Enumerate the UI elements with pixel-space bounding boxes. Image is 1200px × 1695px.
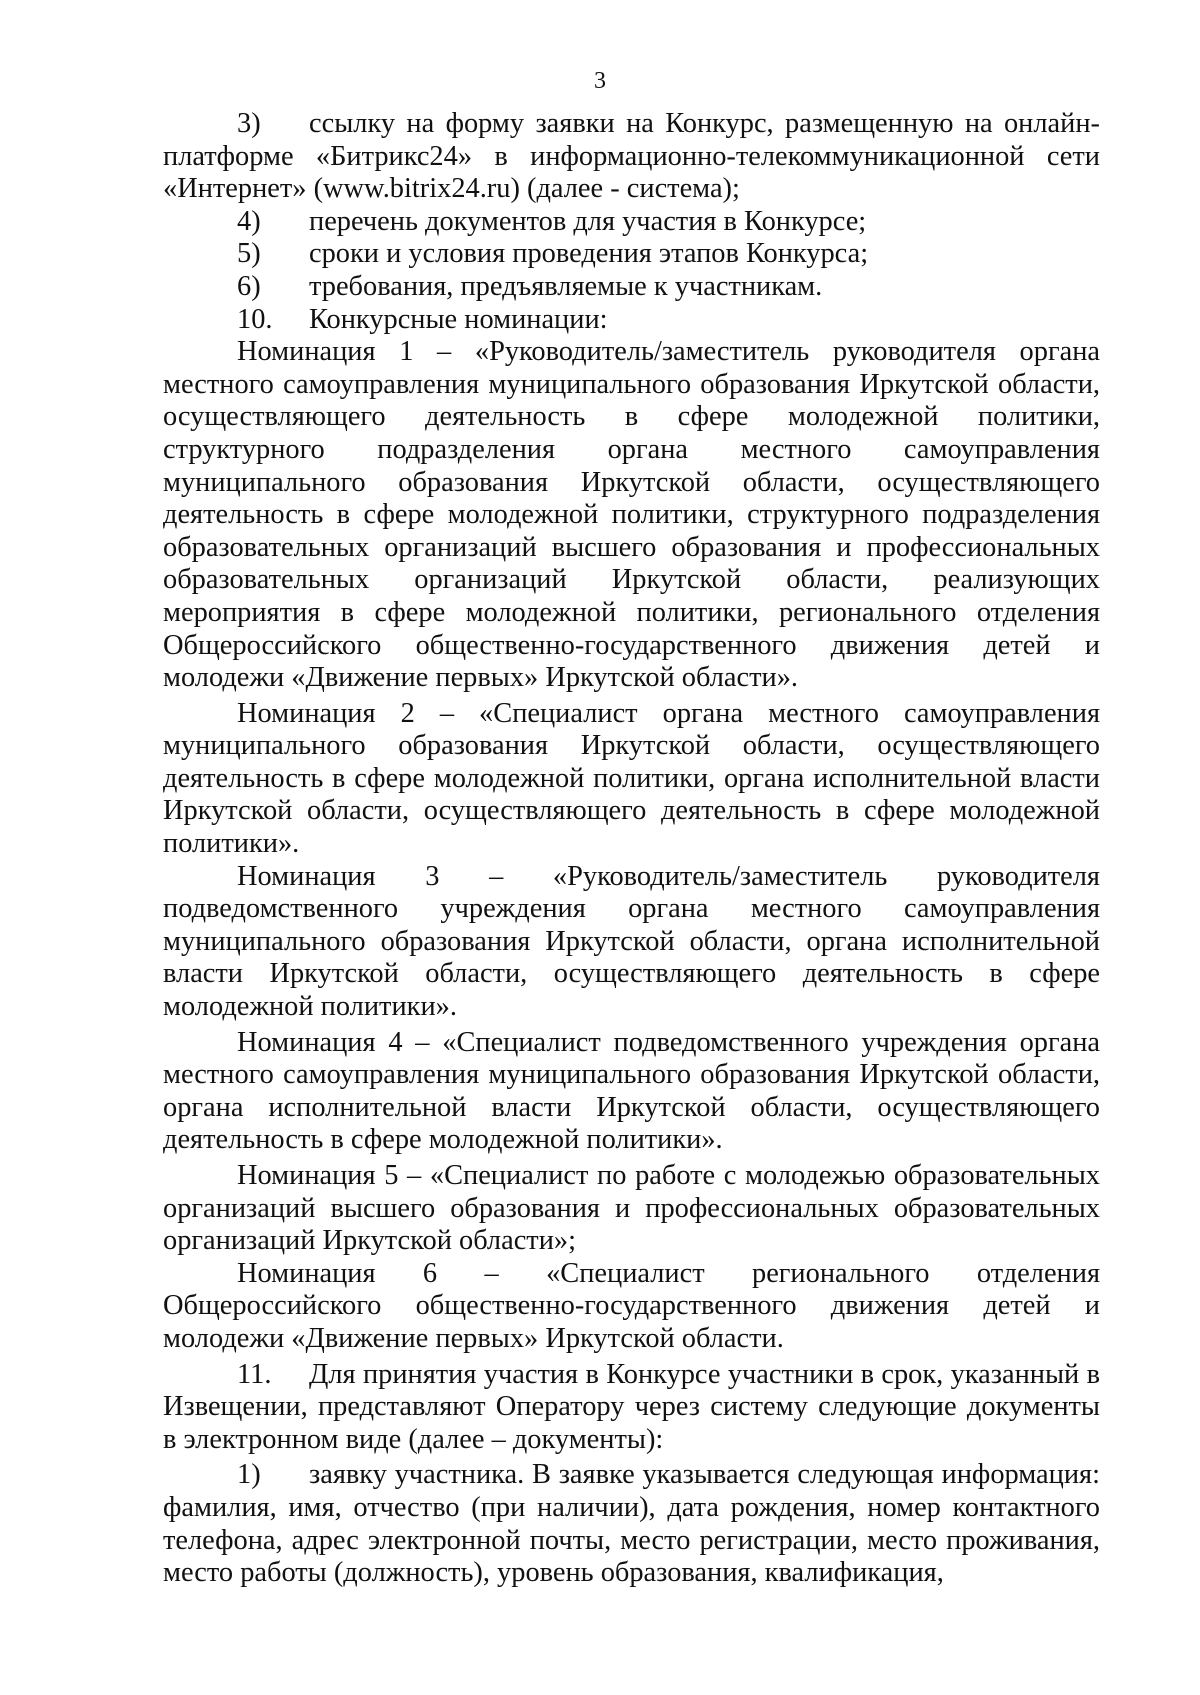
list-item-4: [163, 206, 1100, 239]
section-text: Для принятия участия в Конкурсе участники в срок, указанный в Извещении, представляют Оператору через систему следующие документы в электронном виде (далее – документы):: [163, 1358, 1100, 1455]
nomination-3: Номинация 3 – «Руководитель/заместитель руководителя подведомственного учреждения органа местного самоуправления муниципального образования Иркутской области, органа исполнительной власти Иркутской области, осуществляющего деятельность в сфере молодежной политики».: [163, 860, 1100, 1023]
nomination-5: Номинация 5 – «Специалист по работе с молодежью образовательных организаций высшего образования и профессиональных образовательных организаций Иркутской области»;: [163, 1160, 1100, 1257]
nomination-2: Номинация 2 – «Специалист органа местного самоуправления муниципального образования Иркутской области, осуществляющего деятельность в сфере молодежной политики, органа исполнительной власти Иркутской области, осуществляющего деятельность в сфере молодежной политики».: [163, 697, 1100, 860]
list-item-3: [163, 108, 1100, 206]
item-number: 3): [237, 108, 261, 139]
item-number: 4): [237, 205, 261, 237]
document-body: [163, 108, 1100, 1590]
nomination-1: Номинация 1 – «Руководитель/заместитель руководителя органа местного самоуправления муниципального образования Иркутской области, осуществляющего деятельность в сфере молодежной политики, структурного подразделения органа местного самоуправления муниципального образования Иркутской области, осуществляющего деятельность в сфере молодежной политики, структурного подразделения образовательных организаций высшего образования и профессиональных образовательных организаций Иркутской области, реализующих мероприятия в сфере молодежной политики, регионального отделения Общероссийского общественно-государственного движения детей и молодежи «Движение первых» Иркутской области».: [163, 336, 1100, 694]
item-text: заявку участника. В заявке указывается следующая информация: фамилия, имя, отчество (при наличии), дата рождения, номер контактного телефона, адрес электронной почты, место регистрации, место проживания, место работы (должность), уровень образования, квалификация,: [163, 1459, 1100, 1589]
list-item-5: [163, 238, 1100, 271]
list-item-1: [163, 1459, 1100, 1589]
section-number: 10.: [237, 303, 273, 335]
item-number: 1): [237, 1459, 261, 1491]
item-text: ссылку на форму заявки на Конкурс, размещенную на онлайн-платформе «Битрикс24» в информационно-телекоммуникационной сети «Интернет» (www.bitrix24.ru) (далее - система);: [163, 108, 1100, 205]
item-text: перечень документов для участия в Конкурсе;: [309, 205, 867, 237]
nomination-6: Номинация 6 – «Специалист регионального отделения Общероссийского общественно-государственного движения детей и молодежи «Движение первых» Иркутской области.: [163, 1257, 1100, 1354]
item-text: требования, предъявляемые к участникам.: [309, 270, 823, 302]
page-number: 3: [594, 68, 606, 94]
item-number: 5): [237, 238, 261, 270]
item-text: сроки и условия проведения этапов Конкурса;: [309, 238, 869, 270]
section-10-heading: [163, 304, 1100, 337]
section-11: [163, 1359, 1100, 1457]
list-item-6: [163, 271, 1100, 304]
section-text: Конкурсные номинации:: [309, 303, 608, 335]
item-number: 6): [237, 270, 261, 302]
nomination-4: Номинация 4 – «Специалист подведомственного учреждения органа местного самоуправления муниципального образования Иркутской области, органа исполнительной власти Иркутской области, осуществляющего деятельность в сфере молодежной политики».: [163, 1026, 1100, 1156]
section-number: 11.: [237, 1358, 272, 1390]
